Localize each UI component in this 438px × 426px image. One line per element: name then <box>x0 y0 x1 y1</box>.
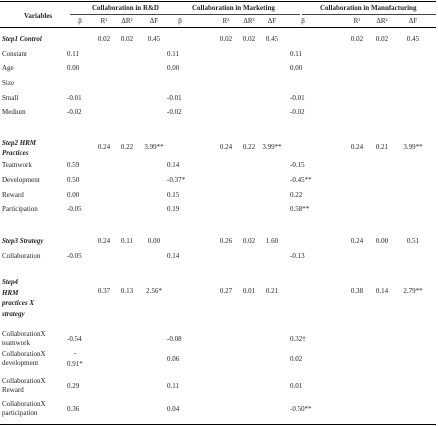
beta-value: 0.11 <box>167 382 179 390</box>
variable-label: Teamwork <box>2 161 32 169</box>
r2-value: 0.02 <box>97 35 111 43</box>
header-group-manufacturing: Collaboration in Manufacturing <box>320 4 417 12</box>
delta-f-value: 2.56* <box>146 287 162 295</box>
delta-f-value: 0.45 <box>406 35 420 43</box>
step-label-line: strategy <box>2 310 25 318</box>
variable-label-line: teamwork <box>2 339 30 347</box>
beta-value: -0.01 <box>167 94 182 102</box>
table-bottom-rule <box>0 424 436 425</box>
beta-value: -0.05 <box>67 252 82 260</box>
beta-value: 0.04 <box>167 405 180 413</box>
variable-label-line: CollaborationX <box>2 350 46 358</box>
delta-r2-value: 0.02 <box>242 35 256 43</box>
beta-value: -0.02 <box>167 108 182 116</box>
header-variables: Variables <box>24 12 53 20</box>
beta-value: -0.01 <box>67 94 82 102</box>
beta-value: 0.59 <box>67 161 80 169</box>
delta-f-value: 0.21 <box>265 287 279 295</box>
step-label-line: practices X <box>2 299 35 307</box>
beta-value: 0.22 <box>290 191 303 199</box>
step-label-line: HRM <box>2 289 19 297</box>
variable-label: Constant <box>2 50 27 58</box>
r2-value: 0.24 <box>97 143 111 151</box>
beta-value: -0.01 <box>290 94 305 102</box>
delta-r2-value: 0.13 <box>120 287 134 295</box>
r2-value: 0.26 <box>219 237 233 245</box>
beta-value: 0.00 <box>67 191 80 199</box>
delta-f-value: 3.99** <box>403 143 423 151</box>
delta-f-value: 0.00 <box>147 237 161 245</box>
header-group-rule-marketing <box>180 14 300 15</box>
beta-value: 0.06 <box>167 355 180 363</box>
delta-f-value: 0.51 <box>406 237 420 245</box>
variable-label: Medium <box>2 108 26 116</box>
beta-value: 0.15 <box>167 191 180 199</box>
subheader-dr2: ΔR² <box>121 17 133 25</box>
beta-value: 0.00 <box>167 64 180 72</box>
delta-f-value: 1.60 <box>265 237 279 245</box>
beta-value: -0.37* <box>167 176 186 184</box>
delta-r2-value: 0.02 <box>375 35 389 43</box>
delta-r2-value: 0.02 <box>120 35 134 43</box>
beta-value: 0.02 <box>290 355 303 363</box>
header-group-rule-rd <box>70 14 180 15</box>
delta-r2-value: 0.01 <box>242 287 256 295</box>
subheader-r2: R² <box>222 17 230 25</box>
subheader-beta: β <box>178 17 182 25</box>
variable-label: Size <box>2 79 15 87</box>
beta-value: -0.08 <box>167 335 182 343</box>
delta-r2-value: 0.21 <box>375 143 389 151</box>
subheader-df: ΔF <box>267 17 277 25</box>
beta-value: -0.05 <box>67 205 82 213</box>
variable-label-line: CollaborationX <box>2 400 46 408</box>
subheader-df: ΔF <box>408 17 418 25</box>
subheader-beta: β <box>301 17 305 25</box>
beta-value: -0.50** <box>290 405 312 413</box>
subheader-beta: β <box>78 17 82 25</box>
r2-value: 0.02 <box>350 35 364 43</box>
table-top-rule <box>0 1 436 2</box>
beta-value: -0.02 <box>67 108 82 116</box>
header-bottom-rule <box>0 27 436 28</box>
variable-label: Age <box>2 64 14 72</box>
beta-value: 0.11 <box>290 50 302 58</box>
delta-r2-value: 0.14 <box>375 287 389 295</box>
beta-value: 0.14 <box>167 161 180 169</box>
header-group-rd: Collaboration in R&D <box>92 4 159 12</box>
delta-r2-value: 0.00 <box>375 237 389 245</box>
header-group-marketing: Collaboration in Marketing <box>192 4 275 12</box>
subheader-r2: R² <box>353 17 361 25</box>
delta-f-value: 3.99** <box>144 143 164 151</box>
beta-value: -0.54 <box>67 335 82 343</box>
beta-value: 0.14 <box>167 252 180 260</box>
beta-value: 0.36 <box>67 405 80 413</box>
beta-value: 0.00 <box>290 64 303 72</box>
delta-r2-value: 0.02 <box>242 237 256 245</box>
subheader-df: ΔF <box>149 17 159 25</box>
beta-value: -0.15 <box>290 161 305 169</box>
delta-f-value: 0.45 <box>147 35 161 43</box>
subheader-dr2: ΔR² <box>376 17 388 25</box>
beta-value: 0.29 <box>67 382 80 390</box>
step-label-line: Step2 HRM <box>2 139 37 147</box>
step-label-line: Practices <box>2 149 29 157</box>
variable-label: Reward <box>2 191 24 199</box>
delta-f-value: 3.99** <box>262 143 282 151</box>
beta-value-part: 0.91* <box>67 360 83 368</box>
variable-label: Small <box>2 94 19 102</box>
beta-value: 0.32† <box>290 335 306 343</box>
r2-value: 0.24 <box>97 237 111 245</box>
r2-value: 0.37 <box>97 287 111 295</box>
delta-r2-value: 0.11 <box>121 237 133 245</box>
beta-value: 0.58** <box>290 205 310 213</box>
variable-label-line: participation <box>2 409 38 417</box>
delta-r2-value: 0.22 <box>120 143 134 151</box>
variable-label-line: CollaborationX <box>2 377 46 385</box>
subheader-r2: R² <box>100 17 108 25</box>
r2-value: 0.27 <box>219 287 233 295</box>
r2-value: 0.24 <box>219 143 233 151</box>
beta-value: 0.01 <box>290 382 303 390</box>
delta-r2-value: 0.22 <box>242 143 256 151</box>
step-label: Step3 Strategy <box>2 237 44 245</box>
r2-value: 0.38 <box>350 287 364 295</box>
r2-value: 0.02 <box>219 35 233 43</box>
step-label-line: Step4 <box>2 278 18 286</box>
subheader-dr2: ΔR² <box>243 17 255 25</box>
beta-value: -0.02 <box>290 108 305 116</box>
header-group-rule-manufacturing <box>302 14 436 15</box>
variable-label: Participation <box>2 205 38 213</box>
beta-value: 0.11 <box>67 50 79 58</box>
variable-label-line: CollaborationX <box>2 330 46 338</box>
r2-value: 0.24 <box>350 237 364 245</box>
r2-value: 0.24 <box>350 143 364 151</box>
delta-f-value: 2.79** <box>403 287 423 295</box>
variable-label: Development <box>2 176 40 184</box>
beta-value-part: - <box>74 349 77 357</box>
beta-value: 0.19 <box>167 205 180 213</box>
beta-value: 0.50 <box>67 176 80 184</box>
beta-value: -0.13 <box>290 252 305 260</box>
beta-value: 0.00 <box>67 64 80 72</box>
variable-label-line: Reward <box>2 386 24 394</box>
beta-value: 0.11 <box>167 50 179 58</box>
delta-f-value: 0.45 <box>265 35 279 43</box>
step-label: Step1 Control <box>2 35 42 43</box>
beta-value: -0.45** <box>290 176 312 184</box>
variable-label: Collaboration <box>2 252 41 260</box>
variable-label-line: development <box>2 359 39 367</box>
